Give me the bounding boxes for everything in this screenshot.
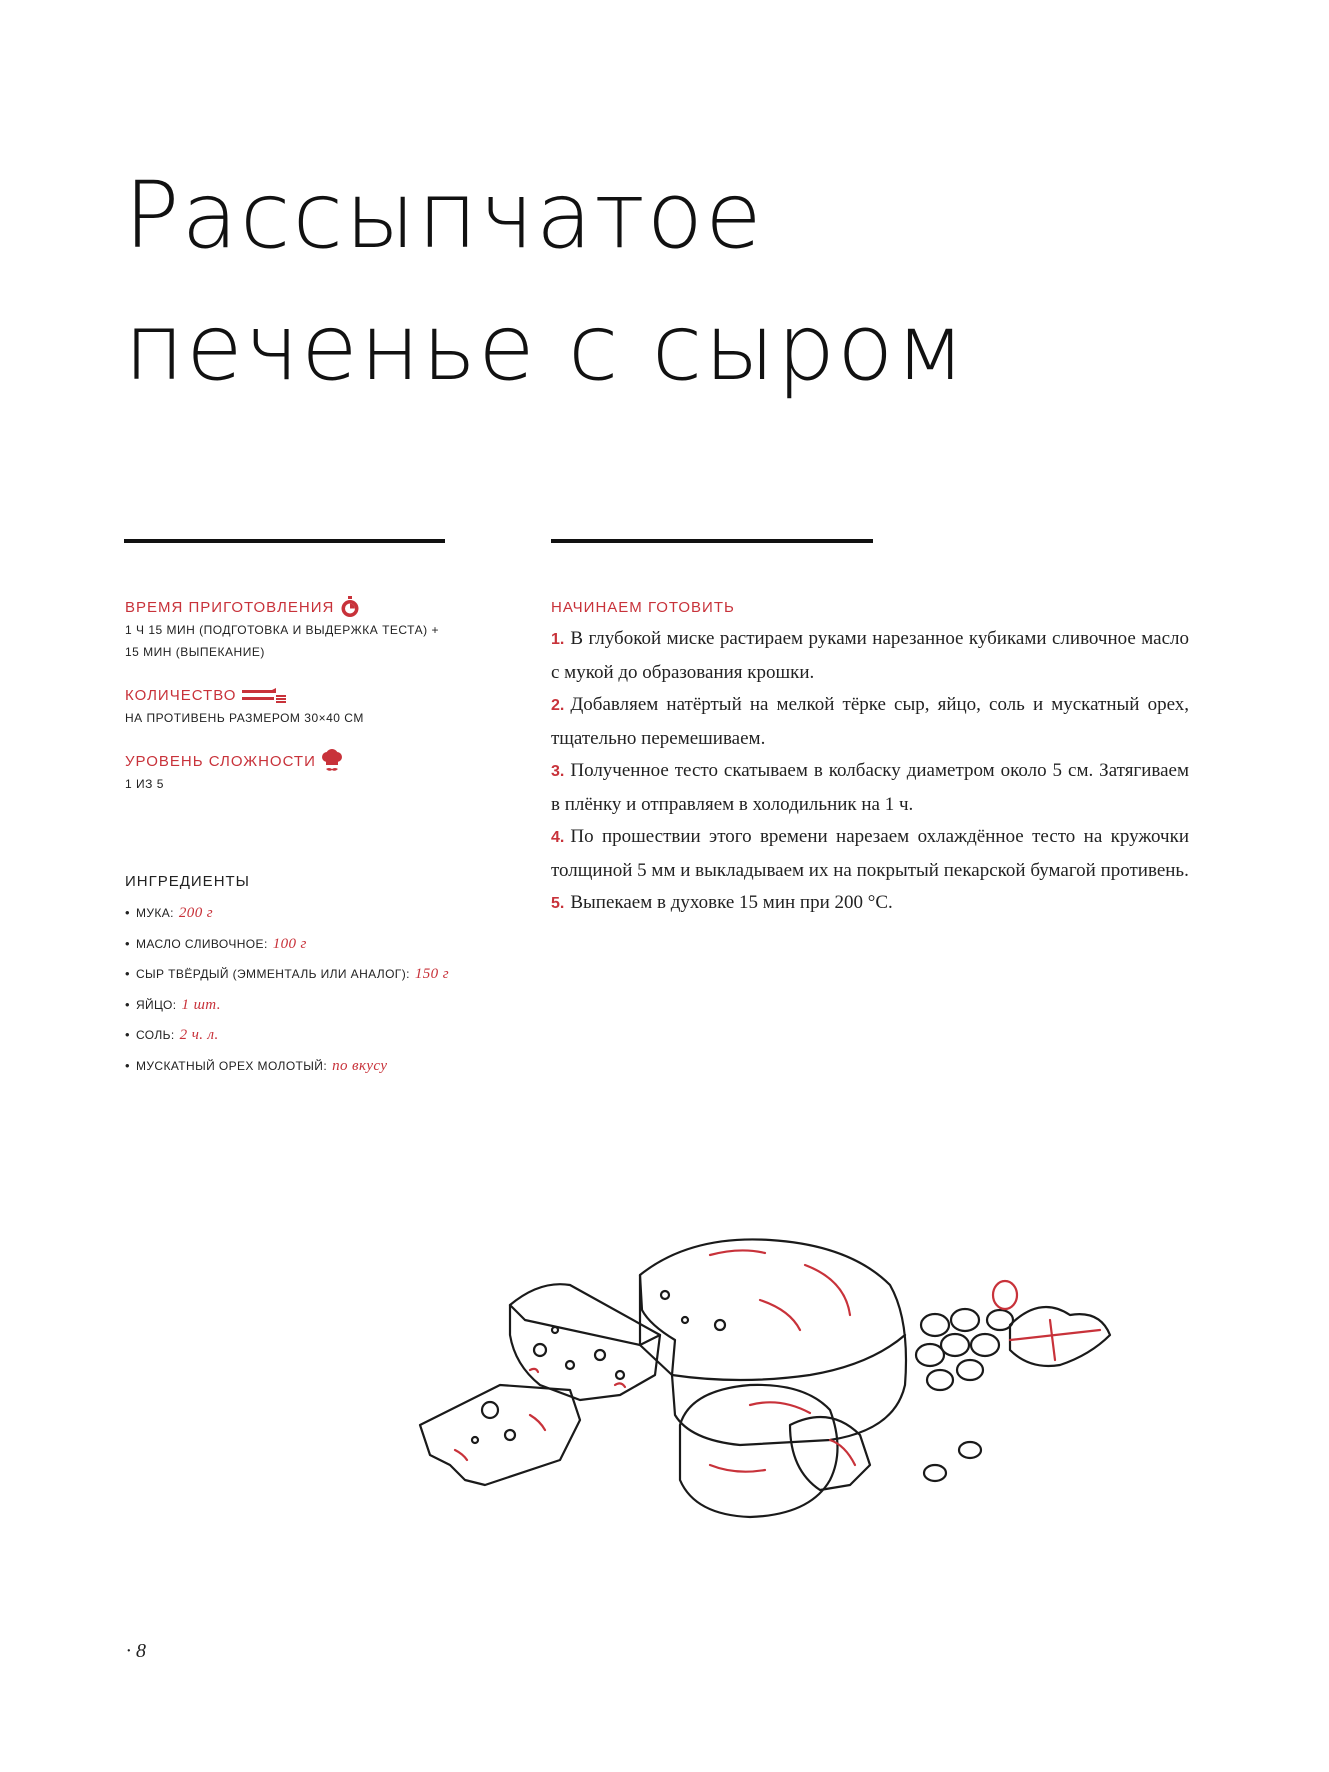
ingredient-item: • СЫР ТВЁРДЫЙ (ЭММЕНТАЛЬ ИЛИ АНАЛОГ): 150 г	[125, 966, 449, 982]
ingredient-item: • СОЛЬ: 2 ч. л.	[125, 1027, 219, 1043]
title-line-2: печенье с сыром	[124, 294, 967, 401]
timer-icon	[340, 596, 360, 618]
step-item: 3. Полученное тесто скатываем в колбаску диаметром около 5 см. Затягиваем в плёнку и отправляем в холодильник на 1 ч.	[551, 760, 1189, 815]
ingredients-section	[125, 873, 545, 1081]
ingredient-item: • МАСЛО СЛИВОЧНОЕ: 100 г	[125, 935, 307, 952]
difficulty-block	[125, 749, 455, 795]
page-number-value: 8	[136, 1640, 146, 1662]
ingredients-list	[125, 898, 545, 1081]
steps-list	[551, 623, 1189, 921]
ingredient-item: • МУСКАТНЫЙ ОРЕХ МОЛОТЫЙ: по вкусу	[125, 1057, 388, 1074]
cutlery-icon	[242, 687, 288, 703]
quantity-value: НА ПРОТИВЕНЬ РАЗМЕРОМ 30×40 СМ	[125, 711, 364, 725]
step-item: 2. Добавляем натёртый на мелкой тёрке сыр, яйцо, соль и мускатный орех, тщательно перемешиваем.	[551, 694, 1189, 749]
steps-header: НАЧИНАЕМ ГОТОВИТЬ	[551, 598, 735, 616]
cooking-time-line-1: 1 Ч 15 МИН (ПОДГОТОВКА И ВЫДЕРЖКА ТЕСТА) +	[125, 623, 439, 637]
ingredients-header: ИНГРЕДИЕНТЫ	[125, 873, 250, 890]
difficulty-label: УРОВЕНЬ СЛОЖНОСТИ	[125, 752, 316, 770]
title-line-1: Рассыпчатое	[124, 162, 764, 269]
page-number: · 8	[126, 1640, 146, 1662]
cooking-time-label: ВРЕМЯ ПРИГОТОВЛЕНИЯ	[125, 598, 335, 616]
cooking-time-line-2: 15 МИН (ВЫПЕКАНИЕ)	[125, 645, 265, 659]
step-item: 1. В глубокой миске растираем руками нарезанное кубиками сливочное масло с мукой до образования крошки.	[551, 628, 1189, 683]
cheese-illustration	[410, 1225, 1210, 1555]
right-divider	[551, 539, 873, 543]
quantity-label: КОЛИЧЕСТВО	[125, 686, 237, 704]
recipe-title	[124, 150, 967, 414]
recipe-meta	[125, 595, 455, 815]
step-item: 4. По прошествии этого времени нарезаем охлаждённое тесто на кружочки толщиной 5 мм и выкладываем их на покрытый пекарской бумагой противень.	[551, 826, 1189, 881]
ingredient-item: • ЯЙЦО: 1 шт.	[125, 996, 221, 1013]
ingredient-item: • МУКА: 200 г	[125, 905, 214, 921]
left-divider	[124, 539, 445, 543]
chef-hat-icon	[322, 749, 342, 773]
quantity-block	[125, 683, 455, 729]
difficulty-value: 1 ИЗ 5	[125, 777, 164, 791]
steps-section	[551, 595, 1189, 921]
step-item: 5. Выпекаем в духовке 15 мин при 200 °С.	[551, 892, 893, 913]
cooking-time-block	[125, 595, 455, 663]
